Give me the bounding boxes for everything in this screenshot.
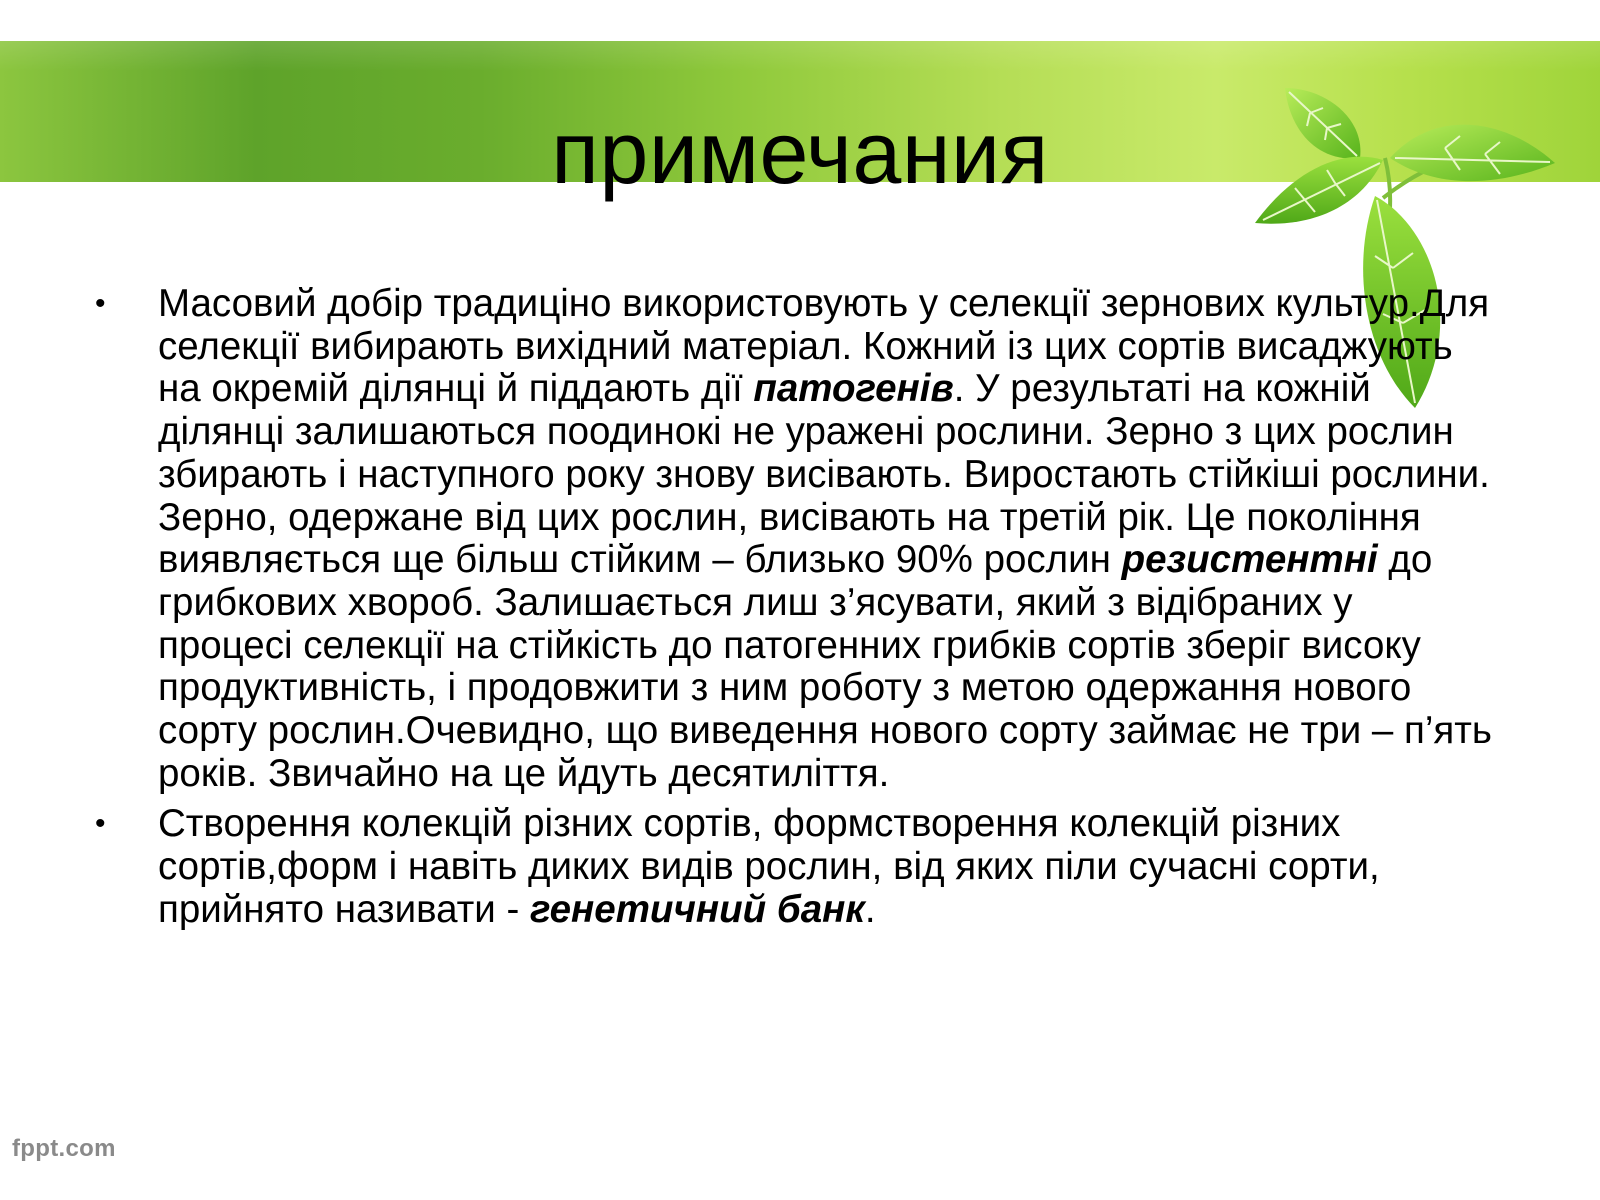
bullet-text [158, 282, 1492, 795]
text-run: до грибкових хвороб. Залишається лиш з’ясувати, який з відібраних у процесі селекції на стійкість до патогенних грибків сортів зберіг високу продуктивність, і продовжити з ним роботу з метою одержання нового сорту рослин.Очевидно, що виведення нового сорту займає не три – п’ять років. Звичайно на це йдуть десятиліття. [158, 538, 1492, 795]
text-run: Масовий добір традиціно використовують у селекції зернових культур.Для селекції вибирають вихідний матеріал. Кожний із цих сортів висаджують на окремій ділянці й піддають дії [158, 282, 1490, 411]
slide-title: примечания [551, 103, 1049, 202]
footer-logo: fppt.com [12, 1135, 116, 1162]
bullet-item [95, 803, 1495, 931]
text-run: . [864, 887, 876, 931]
bullet-list [95, 283, 1495, 940]
bullet-dot: • [95, 287, 106, 320]
bullet-item [95, 283, 1495, 795]
text-run: . У результаті на кожній ділянці залишаються поодинокі не уражені рослини. Зерно з цих рослин збирають і наступного року знову висівають. Виростають стійкіші рослини. Зерно, одержане від цих рослин, висівають на третій рік. Це покоління виявляється ще більш стійким – близько 90% рослин [158, 367, 1490, 582]
emphasized-term: резистентні [1121, 538, 1378, 582]
bullet-text [158, 802, 1380, 930]
bullet-dot: • [95, 807, 106, 841]
emphasized-term: генетичний банк [530, 887, 865, 931]
emphasized-term: патогенів [753, 367, 954, 411]
text-run: Створення колекцій різних сортів, формстворення колекцій різних сортів,форм і навіть диких видів рослин, від яких піли сучасні сорти, прийнято називати - [158, 802, 1380, 931]
